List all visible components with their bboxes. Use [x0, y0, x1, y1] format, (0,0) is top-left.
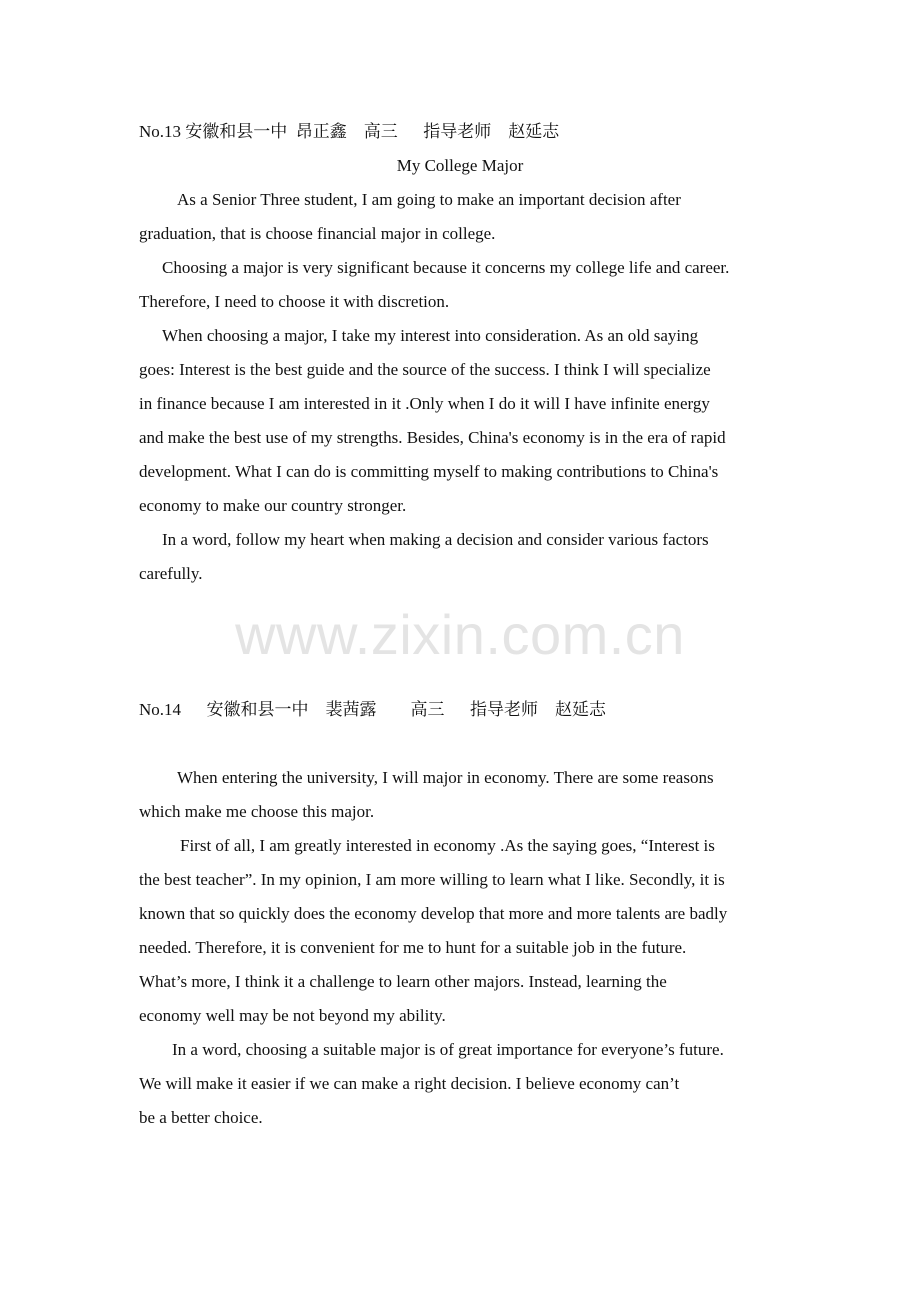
entry-13-line: goes: Interest is the best guide and the source of the success. I think I will specialize [139, 360, 711, 379]
entry-14-line: When entering the university, I will major in economy. There are some reasons [177, 768, 714, 787]
entry-13-line: development. What I can do is committing myself to making contributions to China's [139, 462, 719, 481]
entry-14-line: which make me choose this major. [139, 802, 375, 821]
entry-13-header: No.13 安徽和县一中 昂正鑫 高三 指导老师 赵延志 [139, 122, 560, 141]
entry-14-line: We will make it easier if we can make a right decision. I believe economy can’t [139, 1074, 680, 1093]
entry-13-line: in finance because I am interested in it .Only when I do it will I have infinite energy [139, 394, 710, 413]
entry-13-title: My College Major [396, 156, 524, 175]
entry-14-line: In a word, choosing a suitable major is of great importance for everyone’s future. [172, 1040, 724, 1059]
entry-14-line: needed. Therefore, it is convenient for me to hunt for a suitable job in the future. [139, 938, 687, 957]
entry-13-line: economy to make our country stronger. [139, 496, 407, 515]
entry-13-line: When choosing a major, I take my interest into consideration. As an old saying [162, 326, 699, 345]
entry-14-header: No.14 安徽和县一中 裴茜露 高三 指导老师 赵延志 [139, 700, 607, 719]
entry-14-line: the best teacher”. In my opinion, I am more willing to learn what I like. Secondly, it is [139, 870, 725, 889]
entry-13-line: and make the best use of my strengths. Besides, China's economy is in the era of rapid [139, 428, 726, 447]
entry-14-line: be a better choice. [139, 1108, 263, 1127]
entry-13-line: graduation, that is choose financial major in college. [139, 224, 496, 243]
entry-13-line: carefully. [139, 564, 203, 583]
entry-13-line: As a Senior Three student, I am going to make an important decision after [177, 190, 681, 209]
entry-13-line: Choosing a major is very significant because it concerns my college life and career. [162, 258, 730, 277]
entry-14-line: First of all, I am greatly interested in economy .As the saying goes, “Interest is [180, 836, 715, 855]
entry-14-line: What’s more, I think it a challenge to learn other majors. Instead, learning the [139, 972, 667, 991]
entry-13-line: Therefore, I need to choose it with discretion. [139, 292, 450, 311]
entry-14-line: known that so quickly does the economy develop that more and more talents are badly [139, 904, 728, 923]
entry-13-line: In a word, follow my heart when making a decision and consider various factors [162, 530, 709, 549]
entry-14-line: economy well may be not beyond my ability. [139, 1006, 446, 1025]
watermark: www.zixin.com.cn [235, 603, 685, 666]
